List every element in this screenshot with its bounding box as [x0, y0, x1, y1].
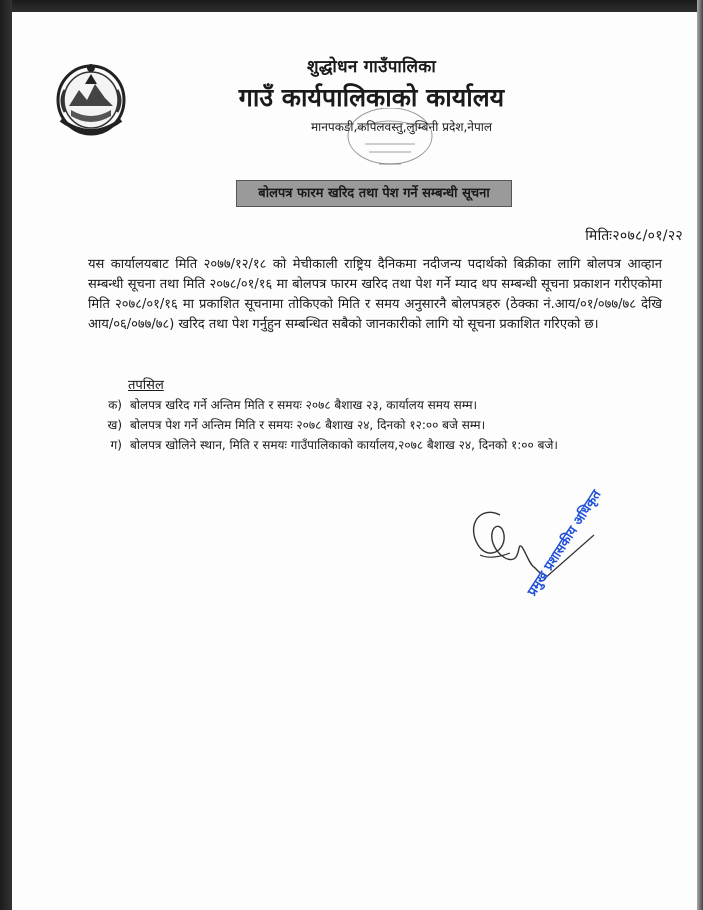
office-name: गाउँ कार्यपालिकाको कार्यालय [238, 83, 505, 112]
schedule-marker: क) [108, 398, 122, 412]
schedule-list [90, 395, 670, 455]
schedule-marker: ख) [107, 418, 122, 432]
notice-subject: बोलपत्र फारम खरिद तथा पेश गर्ने सम्बन्धी सूचना [236, 180, 512, 207]
schedule-marker: ग) [110, 438, 122, 452]
schedule-item [90, 415, 670, 435]
schedule-text: बोलपत्र पेश गर्ने अन्तिम मिति र समयः २०७८ बैशाख २४, दिनको १२:०० बजे सम्म। [130, 418, 486, 432]
notice-date: मितिः२०७८/०१/२२ [585, 228, 683, 244]
schedule-item [90, 435, 670, 455]
schedule-text: बोलपत्र खरिद गर्ने अन्तिम मिति र समयः २०७८ बैशाख २३, कार्यालय समय सम्म। [130, 398, 478, 412]
schedule-title: तपसिल [128, 378, 164, 393]
schedule-text: बोलपत्र खोलिने स्थान, मिति र समयः गाउँपालिकाको कार्यालय,२०७८ बैशाख २४, दिनको १:०० बजे। [130, 438, 558, 452]
scan-border-right [697, 0, 703, 910]
notice-body: यस कार्यालयबाट मिति २०७७/१२/१८ को मेचीकाली राष्ट्रिय दैनिकमा नदीजन्य पदार्थको बिक्रीका लागि बोलपत्र आव्हान सम्बन्धी सूचना तथा मिति २०७८/०१/१६ मा बोलपत्र फारम खरिद तथा पेश गर्ने म्याद थप सम्बन्धी सूचना प्रकाशन गरीएकोमा मिति २०७८/०१/१६ मा प्रकाशित सूचनामा तोकिएको मिति र समय अनुसारनै बोलपत्रहरु (ठेक्का नं.आय/०१/०७७/७८ देखि आय/०६/०७७/७८) खरिद तथा पेश गर्नुहुन सम्बन्धित सबैको जानकारीको लागि यो सूचना प्रकाशित गरिएको छ। [88, 257, 662, 332]
office-stamp-icon [335, 108, 445, 178]
office-address: मानपकडी,कपिलवस्तु,लुम्बिनी प्रदेश,नेपाल [310, 120, 493, 134]
officer-title: प्रमुख प्रशासकीय अधिकृत [524, 487, 605, 599]
schedule-item [90, 395, 670, 415]
scan-border-top [0, 0, 703, 12]
municipality-name: शुद्धोधन गाउँपालिका [306, 57, 437, 77]
scan-border-left [0, 0, 12, 910]
